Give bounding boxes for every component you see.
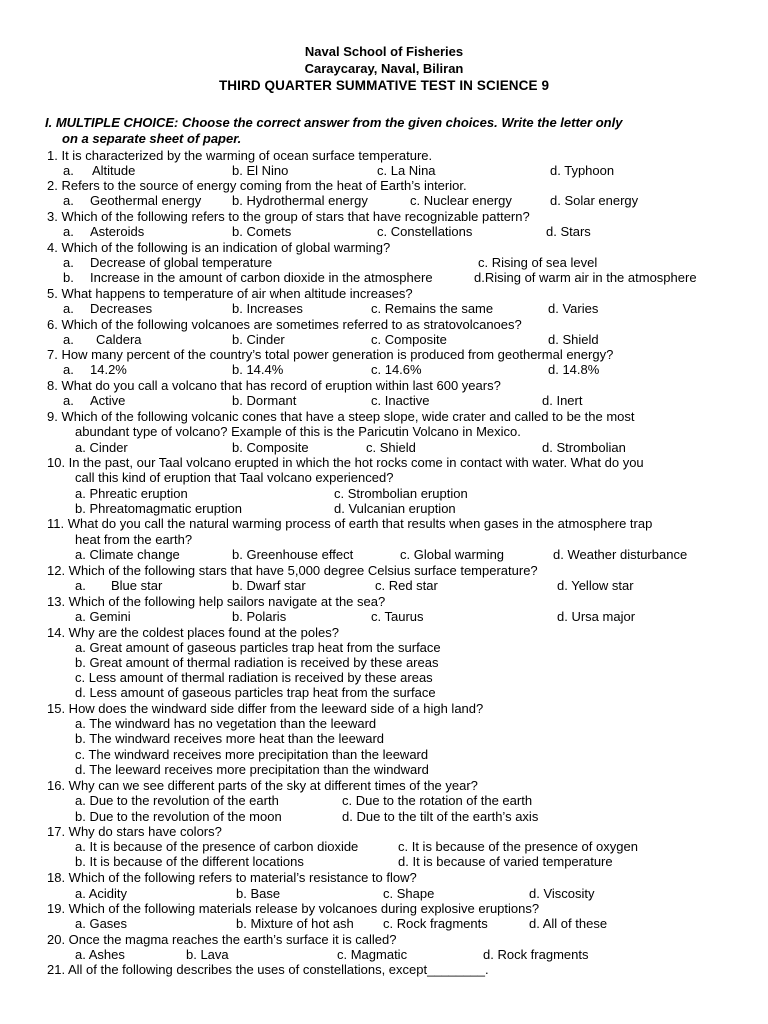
choice-b-marker: b. (63, 270, 74, 285)
choice-b: b. El Nino (232, 163, 289, 178)
question-13: 13. Which of the following help sailors navigate at the sea? (47, 594, 386, 609)
question-9: 9. Which of the following volcanic cones that have a steep slope, wide crater and called to be the most (47, 409, 635, 424)
choice-b: b. The windward receives more heat than the leeward (75, 731, 385, 746)
choice-a: a. Gases (75, 916, 128, 931)
question-9-cont: abundant type of volcano? Example of this is the Paricutin Volcano in Mexico. (75, 424, 521, 439)
choice-a: a. It is because of the presence of carbon dioxide (75, 839, 359, 854)
question-11-cont: heat from the earth? (75, 532, 193, 547)
instruction-line-1: Choose the correct answer from the given choices. Write the letter only (182, 115, 623, 130)
section-label: I. MULTIPLE CHOICE: (45, 115, 179, 130)
instruction-line-2: on a separate sheet of paper. (62, 131, 242, 146)
choice-a-marker: a. (75, 578, 86, 593)
choice-d: d. Inert (542, 393, 583, 408)
choice-c: c. Shield (366, 440, 416, 455)
choice-b: b. Dwarf star (232, 578, 306, 593)
question-11: 11. What do you call the natural warming process of earth that results when gases in the atmosphere trap (47, 516, 653, 531)
choice-c: c. It is because of the presence of oxygen (398, 839, 638, 854)
choice-a: a. Gemini (75, 609, 131, 624)
choice-c: c. Global warming (400, 547, 505, 562)
choice-d: d. Rock fragments (483, 947, 589, 962)
choice-c: c. Due to the rotation of the earth (342, 793, 533, 808)
choice-c: c. Rock fragments (383, 916, 488, 931)
choice-a: a. Great amount of gaseous particles trap heat from the surface (75, 640, 441, 655)
question-10-cont: call this kind of eruption that Taal volcano experienced? (75, 470, 394, 485)
question-15: 15. How does the windward side differ from the leeward side of a high land? (47, 701, 484, 716)
choice-a-marker: a. (63, 224, 74, 239)
choice-d: d. Varies (548, 301, 599, 316)
question-2: 2. Refers to the source of energy coming from the heat of Earth’s interior. (47, 178, 467, 193)
question-8: 8. What do you call a volcano that has record of eruption within last 600 years? (47, 378, 501, 393)
choice-b: Increase in the amount of carbon dioxide in the atmosphere (90, 270, 433, 285)
choice-c: c. Strombolian eruption (334, 486, 468, 501)
question-5: 5. What happens to temperature of air when altitude increases? (47, 286, 413, 301)
choice-b: b. Base (236, 886, 281, 901)
choice-a-marker: a. (63, 163, 74, 178)
choice-b: b. Dormant (232, 393, 297, 408)
question-21: 21. All of the following describes the uses of constellations, except________. (47, 962, 489, 977)
choice-b: b. 14.4% (232, 362, 284, 377)
choice-a-marker: a. (63, 362, 74, 377)
choice-d: d. Shield (548, 332, 599, 347)
choice-d: d. Stars (546, 224, 591, 239)
choice-d: d. Strombolian (542, 440, 626, 455)
choice-b: b. It is because of the different locations (75, 854, 304, 869)
choice-a-marker: a. (63, 255, 74, 270)
choice-c: c. Red star (375, 578, 438, 593)
question-17: 17. Why do stars have colors? (47, 824, 222, 839)
question-18: 18. Which of the following refers to material’s resistance to flow? (47, 870, 417, 885)
choice-c: c. 14.6% (371, 362, 422, 377)
choice-a: 14.2% (90, 362, 127, 377)
choice-d: d. 14.8% (548, 362, 600, 377)
question-14: 14. Why are the coldest places found at the poles? (47, 625, 339, 640)
question-20: 20. Once the magma reaches the earth’s surface it is called? (47, 932, 397, 947)
question-12: 12. Which of the following stars that have 5,000 degree Celsius surface temperature? (47, 563, 538, 578)
choice-d: d. Ursa major (557, 609, 636, 624)
question-3: 3. Which of the following refers to the group of stars that have recognizable pattern? (47, 209, 530, 224)
choice-a: Active (90, 393, 126, 408)
section-instruction (45, 115, 735, 131)
choice-a: Decreases (90, 301, 153, 316)
choice-c: c. The windward receives more precipitation than the leeward (75, 747, 429, 762)
choice-b: b. Hydrothermal energy (232, 193, 368, 208)
question-19: 19. Which of the following materials release by volcanoes during explosive eruptions? (47, 901, 540, 916)
choice-a: a. Phreatic eruption (75, 486, 188, 501)
question-7: 7. How many percent of the country’s total power generation is produced from geothermal energy? (47, 347, 614, 362)
choice-c: c. Composite (371, 332, 447, 347)
choice-b: b. Due to the revolution of the moon (75, 809, 282, 824)
choice-a: a. Due to the revolution of the earth (75, 793, 279, 808)
choice-d: d. Weather disturbance (553, 547, 688, 562)
choice-d: d. It is because of varied temperature (398, 854, 613, 869)
choice-a: a. Ashes (75, 947, 125, 962)
choice-a: Blue star (111, 578, 163, 593)
choice-a-marker: a. (63, 301, 74, 316)
choice-a: a. Cinder (75, 440, 128, 455)
choice-a: a. Climate change (75, 547, 180, 562)
choice-a: Asteroids (90, 224, 145, 239)
test-title: THIRD QUARTER SUMMATIVE TEST IN SCIENCE 9 (218, 78, 550, 93)
choice-c: c. Shape (383, 886, 435, 901)
choice-b: b. Great amount of thermal radiation is received by these areas (75, 655, 439, 670)
choice-a: Altitude (92, 163, 136, 178)
choice-a-marker: a. (63, 332, 74, 347)
choice-c: c. Remains the same (371, 301, 494, 316)
school-name: Naval School of Fisheries (304, 44, 464, 59)
choice-a: Geothermal energy (90, 193, 202, 208)
choice-d: d. Due to the tilt of the earth’s axis (342, 809, 539, 824)
question-4: 4. Which of the following is an indication of global warming? (47, 240, 391, 255)
choice-d: d. Typhoon (550, 163, 615, 178)
choice-c: c. Constellations (377, 224, 473, 239)
choice-b: b. Composite (232, 440, 309, 455)
choice-c: c. Taurus (371, 609, 424, 624)
choice-d: d. Vulcanian eruption (334, 501, 456, 516)
choice-c: c. La Nina (377, 163, 436, 178)
choice-d: d. Solar energy (550, 193, 639, 208)
choice-d: d.Rising of warm air in the atmosphere (474, 270, 697, 285)
choice-a-marker: a. (63, 393, 74, 408)
choice-b: b. Mixture of hot ash (236, 916, 354, 931)
choice-c: c. Magmatic (337, 947, 408, 962)
choice-b: b. Greenhouse effect (232, 547, 354, 562)
choice-b: b. Lava (186, 947, 229, 962)
choice-a: Caldera (96, 332, 142, 347)
choice-b: b. Phreatomagmatic eruption (75, 501, 242, 516)
choice-b: b. Cinder (232, 332, 285, 347)
choice-a: a. The windward has no vegetation than the leeward (75, 716, 377, 731)
choice-a-marker: a. (63, 193, 74, 208)
choice-c: c. Nuclear energy (410, 193, 512, 208)
choice-d: d. Viscosity (529, 886, 595, 901)
choice-c: c. Rising of sea level (478, 255, 598, 270)
question-1: 1. It is characterized by the warming of ocean surface temperature. (47, 148, 433, 163)
question-10: 10. In the past, our Taal volcano erupted in which the hot rocks come in contact with water. What do you (47, 455, 644, 470)
choice-b: b. Increases (232, 301, 303, 316)
choice-a: Decrease of global temperature (90, 255, 273, 270)
choice-c: c. Less amount of thermal radiation is received by these areas (75, 670, 433, 685)
question-6: 6. Which of the following volcanoes are sometimes referred to as stratovolcanoes? (47, 317, 522, 332)
choice-c: c. Inactive (371, 393, 430, 408)
choice-d: d. All of these (529, 916, 608, 931)
choice-d: d. Less amount of gaseous particles trap heat from the surface (75, 685, 436, 700)
school-address: Caraycaray, Naval, Biliran (304, 61, 464, 76)
choice-a: a. Acidity (75, 886, 128, 901)
choice-b: b. Polaris (232, 609, 287, 624)
choice-b: b. Comets (232, 224, 292, 239)
choice-d: d. The leeward receives more precipitation than the windward (75, 762, 429, 777)
choice-d: d. Yellow star (557, 578, 634, 593)
question-16: 16. Why can we see different parts of the sky at different times of the year? (47, 778, 478, 793)
